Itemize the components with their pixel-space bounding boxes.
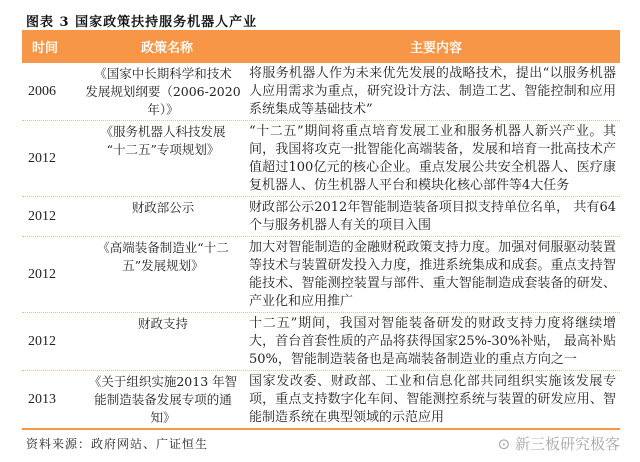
content-line: 个与服务机器人有关的项目入围 [249, 218, 432, 233]
policy-name-line: 知》 [150, 410, 176, 425]
row-year: 2012 [28, 267, 56, 282]
policy-name-line: 《高端装备制造业“十二 [97, 240, 229, 255]
header-time: 时间 [32, 41, 59, 56]
row-policy-name [78, 373, 248, 427]
content-line: 能技术、智能测控装置与部件、重大智能制造成套装备的研发、 [249, 276, 616, 291]
content-line: 大，首台首套性质的产品将获得国家25%-30%补贴， 最高补贴 [249, 334, 616, 349]
content-line: 能制造系统在典型领域的示范应用 [249, 410, 445, 425]
watermark-text: 新三板研究极客 [514, 435, 620, 453]
row-policy-name [78, 239, 248, 311]
content-line: 将服务机器人作为未来优先发展的战略技术，提出“以服务机器 [249, 66, 616, 81]
row-content [248, 239, 620, 311]
table-row [22, 63, 620, 121]
policy-name-line: “十二五”专项规划》 [106, 142, 220, 157]
header-content: 主要内容 [409, 41, 462, 56]
content-line: 值超过100亿元的核心企业。重点发展公共安全机器人、医疗康 [249, 160, 616, 175]
content-line: 产业化和应用推广 [249, 294, 354, 309]
content-line: 等技术与装置研发投入力度，推进系统集成和成套。重点支持智 [249, 258, 616, 273]
row-content [248, 373, 620, 427]
policy-name-line: 能制造装备发展专项的通 [94, 392, 232, 407]
table-row [22, 313, 620, 371]
table-body [22, 63, 620, 430]
wechat-icon: ⊙ [497, 435, 515, 453]
content-line: 项，重点支持数字化车间、智能测控系统与装置的研发应用、智 [249, 392, 616, 407]
content-line: 复机器人、仿生机器人平台和模块化核心部件等4大任务 [249, 178, 570, 193]
policy-name-line: 《关于组织实施2013 年智 [88, 374, 238, 389]
content-line: 财政部公示2012年智能制造装备项目拟支持单位名单， 共有64 [249, 200, 616, 215]
figure-title: 图表 3 国家政策扶持服务机器人产业 [26, 15, 258, 30]
row-year: 2012 [28, 151, 56, 166]
policy-name-line: 发展规划纲要（2006-2020 [85, 84, 241, 99]
table-row [22, 121, 620, 197]
row-year: 2012 [28, 209, 56, 224]
row-policy-name [78, 65, 248, 119]
content-line: 系统集成等基础技术” [249, 102, 373, 117]
policy-name-line: 五”发展规划》 [122, 258, 204, 273]
footer [22, 433, 620, 454]
row-content [248, 315, 620, 369]
row-policy-name [78, 123, 248, 195]
row-content [248, 199, 620, 235]
row-year: 2012 [28, 334, 56, 349]
content-line: 50%，智能制造装备也是高端装备制造业的重点方向之一 [249, 352, 577, 367]
policy-name-line: 财政支持 [137, 316, 188, 331]
policy-name-line: 《国家中长期科学和技术 [94, 66, 232, 81]
source-note: 资料来源：政府网站、广证恒生 [26, 437, 209, 451]
watermark [498, 433, 620, 454]
content-line: 国家发改委、财政部、工业和信息化部共同组织实施该发展专 [249, 374, 616, 389]
row-year: 2013 [28, 392, 56, 407]
row-policy-name [78, 199, 248, 235]
row-policy-name [78, 315, 248, 369]
policy-name-line: 年）》 [147, 102, 179, 117]
content-line: 加大对智能制造的金融财税政策支持力度。加强对伺服驱动装置 [249, 240, 616, 255]
content-line: 十二五”期间，我国对智能装备研发的财政支持力度将继续增 [249, 316, 616, 331]
content-line: 人应用需求为重点，研究设计方法、制造工艺、智能控制和应用 [249, 84, 616, 99]
policy-name-line: 财政部公示 [131, 200, 195, 215]
row-content [248, 123, 620, 195]
row-content [248, 65, 620, 119]
content-line: 间，我国将攻克一批智能化高端装备，发展和培育一批高技术产 [249, 142, 616, 157]
row-year: 2006 [28, 84, 56, 99]
content-line: “十二五”期间将重点培育发展工业和服务机器人新兴产业。其 [249, 124, 616, 139]
policy-table [22, 30, 620, 454]
policy-name-line: 《服务机器人科技发展 [100, 124, 226, 139]
table-row [22, 197, 620, 237]
table-header [22, 30, 620, 63]
table-row [22, 371, 620, 430]
header-name: 政策名称 [140, 41, 193, 56]
table-row [22, 237, 620, 313]
